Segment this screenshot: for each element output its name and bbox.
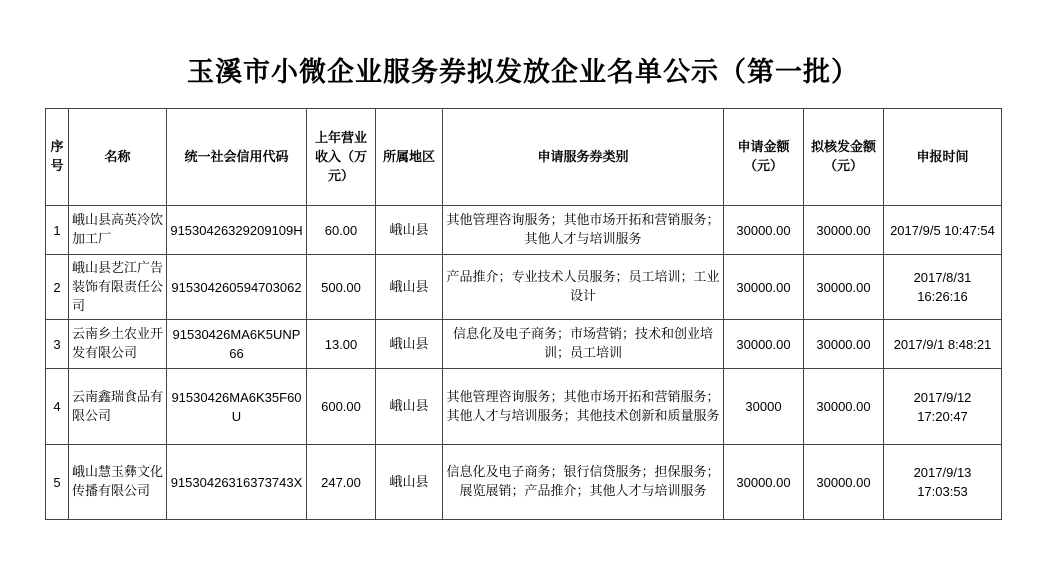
- cell-category: 信息化及电子商务；银行信贷服务；担保服务；展览展销；产品推介；其他人才与培训服务: [443, 445, 724, 520]
- cell-region: 峨山县: [376, 369, 443, 445]
- enterprise-roster-table: [45, 108, 1002, 520]
- cell-revenue: 600.00: [307, 369, 376, 445]
- cell-category: 其他管理咨询服务；其他市场开拓和营销服务；其他人才与培训服务；其他技术创新和质量服务: [443, 369, 724, 445]
- cell-region: 峨山县: [376, 206, 443, 255]
- cell-revenue: 247.00: [307, 445, 376, 520]
- cell-revenue: 60.00: [307, 206, 376, 255]
- cell-region: 峨山县: [376, 445, 443, 520]
- cell-apply-amount: 30000.00: [724, 206, 804, 255]
- cell-time: 2017/9/5 10:47:54: [884, 206, 1002, 255]
- cell-time: 2017/8/31 16:26:16: [884, 255, 1002, 320]
- cell-apply-amount: 30000.00: [724, 320, 804, 369]
- header-time: 申报时间: [884, 109, 1002, 206]
- header-approved-amount: 拟核发金额（元）: [804, 109, 884, 206]
- cell-time: 2017/9/1 8:48:21: [884, 320, 1002, 369]
- cell-region: 峨山县: [376, 320, 443, 369]
- cell-time: 2017/9/13 17:03:53: [884, 445, 1002, 520]
- cell-approved-amount: 30000.00: [804, 320, 884, 369]
- cell-approved-amount: 30000.00: [804, 445, 884, 520]
- table-row: [46, 255, 1002, 320]
- header-region: 所属地区: [376, 109, 443, 206]
- cell-category: 信息化及电子商务；市场营销；技术和创业培训；员工培训: [443, 320, 724, 369]
- cell-credit-code: 91530426MA6K35F60U: [167, 369, 307, 445]
- cell-name: 云南鑫瑞食品有限公司: [69, 369, 167, 445]
- cell-apply-amount: 30000: [724, 369, 804, 445]
- cell-region: 峨山县: [376, 255, 443, 320]
- cell-category: 其他管理咨询服务；其他市场开拓和营销服务；其他人才与培训服务: [443, 206, 724, 255]
- cell-seq: 5: [46, 445, 69, 520]
- cell-credit-code: 91530426MA6K5UNP66: [167, 320, 307, 369]
- header-name: 名称: [69, 109, 167, 206]
- cell-name: 峨山慧玉彝文化传播有限公司: [69, 445, 167, 520]
- cell-name: 峨山县高英冷饮加工厂: [69, 206, 167, 255]
- header-revenue: 上年营业收入（万元）: [307, 109, 376, 206]
- table-row: [46, 445, 1002, 520]
- cell-approved-amount: 30000.00: [804, 206, 884, 255]
- header-category: 申请服务券类别: [443, 109, 724, 206]
- table-row: [46, 206, 1002, 255]
- table-row: [46, 320, 1002, 369]
- page-title: 玉溪市小微企业服务券拟发放企业名单公示（第一批）: [187, 57, 859, 88]
- cell-seq: 4: [46, 369, 69, 445]
- cell-seq: 1: [46, 206, 69, 255]
- cell-credit-code: 91530426329209109H: [167, 206, 307, 255]
- cell-approved-amount: 30000.00: [804, 255, 884, 320]
- header-seq: 序号: [46, 109, 69, 206]
- cell-name: 云南乡土农业开发有限公司: [69, 320, 167, 369]
- cell-time: 2017/9/12 17:20:47: [884, 369, 1002, 445]
- cell-seq: 3: [46, 320, 69, 369]
- table-header-row: [46, 109, 1002, 206]
- cell-credit-code: 91530426316373743X: [167, 445, 307, 520]
- cell-apply-amount: 30000.00: [724, 445, 804, 520]
- cell-seq: 2: [46, 255, 69, 320]
- cell-credit-code: 915304260594703062: [167, 255, 307, 320]
- header-apply-amount: 申请金额（元）: [724, 109, 804, 206]
- table-row: [46, 369, 1002, 445]
- cell-revenue: 500.00: [307, 255, 376, 320]
- header-credit-code: 统一社会信用代码: [167, 109, 307, 206]
- cell-apply-amount: 30000.00: [724, 255, 804, 320]
- cell-approved-amount: 30000.00: [804, 369, 884, 445]
- cell-category: 产品推介；专业技术人员服务；员工培训；工业设计: [443, 255, 724, 320]
- cell-name: 峨山县艺江广告装饰有限责任公司: [69, 255, 167, 320]
- cell-revenue: 13.00: [307, 320, 376, 369]
